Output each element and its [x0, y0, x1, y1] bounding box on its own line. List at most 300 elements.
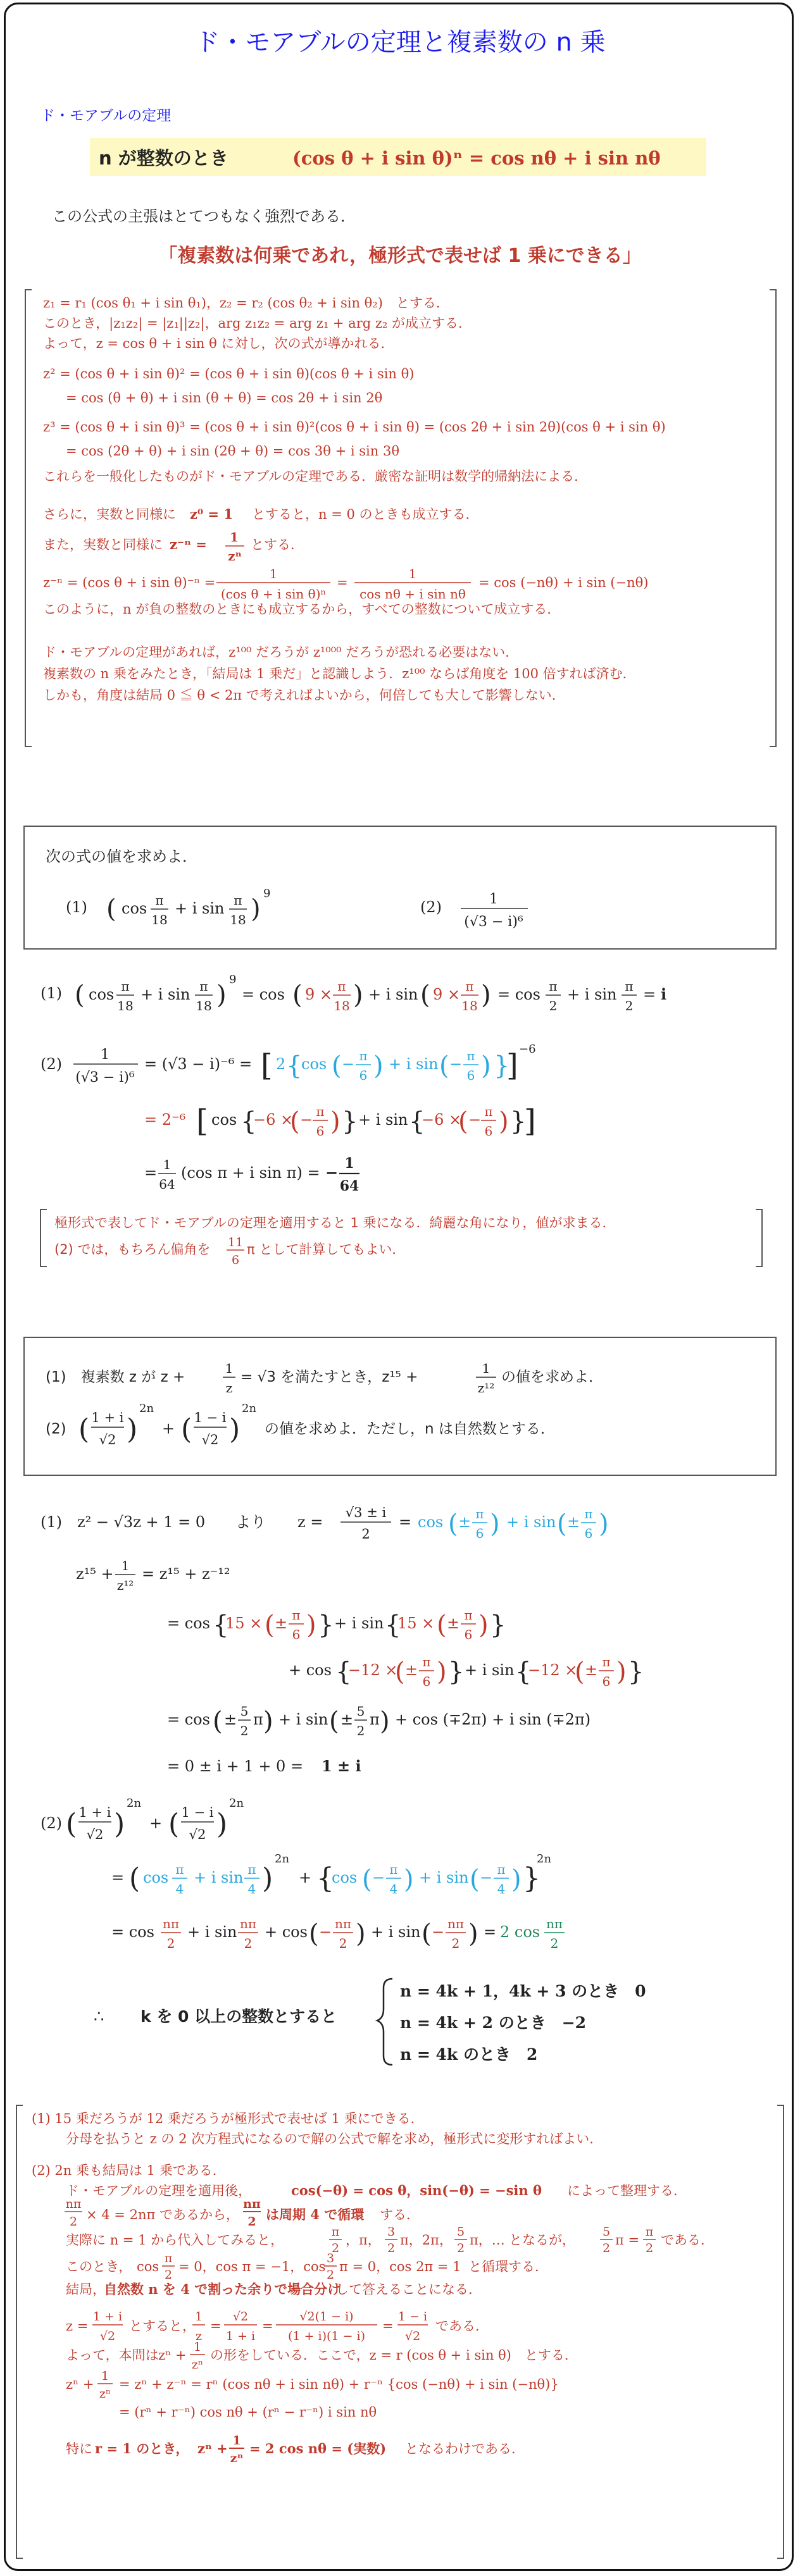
paren: (	[448, 1509, 458, 1539]
note2-line-6a: 実際に n = 1 から代入してみると，	[66, 2232, 284, 2248]
plus-isin: + i sin	[358, 1111, 408, 1129]
q2-part1-b: = √3 を満たすとき，z¹⁵ +	[241, 1369, 418, 1385]
paren: (	[329, 1707, 339, 1736]
brace: {	[385, 1611, 401, 1640]
minus: −	[342, 1055, 355, 1073]
frac-den: 1 + i	[225, 2329, 256, 2343]
minus6: −6 ×	[253, 1111, 294, 1129]
frac-den: 18	[230, 912, 246, 927]
paren: )	[511, 1865, 522, 1894]
case-2: n = 4k + 2 のとき −2	[400, 2014, 587, 2032]
frac-num: 1 − i	[397, 2310, 428, 2324]
paren: (	[168, 1808, 180, 1840]
exponent: 2n	[127, 1797, 142, 1810]
paren: )	[490, 1509, 500, 1539]
proof-bracket-left	[25, 290, 32, 746]
frac-num: 1 + i	[92, 2310, 123, 2324]
proof-bracket-right	[770, 290, 776, 746]
frac-num: π	[359, 1048, 368, 1063]
paren: )	[216, 1808, 228, 1840]
bracket: [	[196, 1103, 208, 1139]
frac-den: 6	[584, 1526, 593, 1541]
plus-isin: + i sin	[567, 986, 617, 1003]
frac-num: π	[316, 1104, 325, 1119]
pm: ±	[458, 1513, 472, 1531]
proof-line-7: = cos (2θ + θ) + i sin (2θ + θ) = cos 3θ + i sin 3θ	[66, 443, 399, 459]
paren: (	[292, 981, 303, 1010]
note1-bracket-left	[41, 1210, 47, 1266]
a1-line-3	[144, 1103, 536, 1139]
minus: −	[372, 1869, 385, 1886]
times-12: −12 ×	[528, 1661, 578, 1679]
paren: )	[478, 1611, 489, 1640]
paren: (	[575, 1657, 585, 1687]
a2-part2-line-2	[111, 1852, 551, 1897]
a2-final-1: = 0 ± i + 1 + 0 =	[167, 1757, 304, 1775]
frac-den: 18	[334, 998, 350, 1013]
note2-line-13d: となるわけである．	[405, 2441, 525, 2456]
z15: z¹⁵ +	[76, 1565, 114, 1583]
label: (2)	[46, 1421, 66, 1437]
frac-den: (√3 − i)⁶	[464, 914, 523, 930]
brace: }	[342, 1107, 358, 1136]
brace: {	[409, 1107, 425, 1136]
frac-den: √2	[99, 2329, 116, 2343]
frac-num: π	[389, 1862, 398, 1877]
plus-isin: + i sin	[465, 1661, 515, 1679]
eq: =	[382, 2319, 394, 2334]
a2-line-2	[76, 1558, 230, 1593]
nine-times: 9 ×	[433, 986, 461, 1003]
frac-num: 11	[227, 1235, 244, 1249]
frac-num: 1 − i	[181, 1805, 214, 1820]
paren: )	[481, 1051, 491, 1081]
q2-part1-a: (1) 複素数 z が z +	[46, 1369, 185, 1385]
eq: =	[210, 2319, 222, 2334]
bracket: ]	[524, 1103, 536, 1139]
nine-times: 9 ×	[305, 986, 333, 1003]
exponent: 2n	[229, 1797, 244, 1810]
note2-line-1: (1) 15 乗だろうが 12 乗だろうが極形式で表せば 1 乗にできる．	[32, 2111, 424, 2126]
frac-num: √3 ± i	[345, 1505, 387, 1520]
a2-answer-1: 1 ± i	[322, 1757, 361, 1775]
expr: (cos π + i sin π) =	[181, 1164, 320, 1182]
paren: (	[557, 1509, 567, 1539]
note2-line-2: 分母を払うと z の 2 次方程式になるので解の公式で解を求め，極形式に変形すればよい．	[66, 2131, 603, 2146]
eq: π =	[615, 2232, 640, 2248]
section-title: ド・モアブルの定理	[41, 108, 172, 124]
plus-isin: + i sin	[506, 1513, 556, 1531]
a2-part2-line-3	[111, 1916, 565, 1951]
cos: cos	[301, 1055, 327, 1073]
eq: =	[262, 2319, 273, 2334]
frac-num: π	[121, 979, 130, 994]
a2-line-5	[167, 1704, 591, 1738]
paren: (	[66, 1808, 77, 1840]
eq-cos: = cos	[111, 1923, 154, 1941]
cos: cos	[211, 1111, 237, 1129]
paren: )	[437, 1657, 447, 1687]
frac-den: 64	[339, 1178, 359, 1194]
frac-den: 2	[451, 1936, 460, 1951]
frac-num: nπ	[334, 1916, 352, 1931]
frac-num: 1	[269, 566, 278, 581]
brace: }	[318, 1611, 334, 1640]
minus: −	[468, 1111, 482, 1129]
bracket: [	[261, 1048, 273, 1083]
frac-den: √2	[404, 2329, 421, 2343]
brace: {	[316, 1862, 334, 1895]
minus6: −6 ×	[422, 1111, 462, 1129]
cos: cos	[137, 2259, 159, 2274]
frac-den: 6	[292, 1627, 301, 1642]
note2-line-8b: 自然数 n を 4 で割った余りで場合分け	[104, 2281, 341, 2297]
plus-isin: + i sin	[419, 1869, 469, 1886]
plus-isin: + i sin	[187, 1923, 237, 1941]
minus: −	[300, 1111, 313, 1129]
brace: }	[523, 1862, 541, 1895]
therefore-symbol: ∴	[94, 2007, 104, 2026]
a2-line-1	[41, 1505, 609, 1542]
zn-plus: zⁿ +	[66, 2377, 94, 2392]
paren: )	[499, 1107, 509, 1136]
note1-line-2b: π として計算してもよい．	[247, 1242, 406, 1257]
frac-num: π	[466, 1048, 475, 1063]
plus-isin: + i sin	[334, 1614, 384, 1632]
frac-num: 5	[356, 1704, 365, 1719]
pm: ±	[275, 1614, 288, 1632]
proof-line-5: = cos (θ + θ) + i sin (θ + θ) = cos 2θ + i sin 2θ	[66, 390, 383, 406]
frac-den: 2	[240, 1723, 249, 1738]
frac-den: 2	[69, 2215, 78, 2229]
paren: )	[468, 1919, 478, 1948]
paren: (	[362, 1865, 372, 1894]
paren: )	[114, 1808, 125, 1840]
sep: π，…	[470, 2232, 505, 2248]
expr: + cos (∓2π) + i sin (∓2π)	[395, 1711, 591, 1728]
frac-num: 3	[387, 2225, 396, 2239]
frac-den: 2	[625, 998, 634, 1013]
proof-line-1: z₁ = r₁ (cos θ₁ + i sin θ₁)，z₂ = r₂ (cos θ₂ + i sin θ₂) とする．	[43, 295, 449, 311]
frac-den: 18	[151, 912, 168, 927]
zn-plus: zⁿ +	[197, 2441, 228, 2456]
expr: = z¹⁵ + z⁻¹²	[142, 1565, 230, 1583]
frac-den: zⁿ	[230, 2451, 244, 2465]
frac-num: 1	[225, 1361, 234, 1376]
frac-den: 6	[422, 1674, 431, 1689]
frac-den: 4	[175, 1881, 184, 1897]
plus-isin: + i sin	[194, 1869, 244, 1886]
frac-num: 1 − i	[194, 1410, 227, 1425]
frac-den: z	[225, 1380, 233, 1396]
frac-num: π	[602, 1654, 611, 1669]
cos: cos	[143, 1869, 169, 1886]
eq-cos: = cos	[167, 1711, 210, 1728]
zn-plus: zⁿ +	[158, 2348, 187, 2363]
paren: (	[129, 1862, 141, 1895]
minus: −	[449, 1055, 463, 1073]
brace: }	[494, 1051, 510, 1081]
frac-num: 1	[101, 2369, 109, 2383]
frac-num: nπ	[162, 1916, 180, 1931]
pm: ±	[447, 1614, 460, 1632]
frac-num: 1	[101, 1047, 109, 1063]
paren: (	[78, 1413, 90, 1446]
q1-expr-1	[106, 887, 270, 927]
frac-num: π	[484, 1104, 493, 1119]
exponent: 2n	[537, 1852, 552, 1866]
exponent: 9	[229, 973, 237, 986]
paren: (	[420, 981, 430, 1010]
proof-line-13: このように，n が負の整数のときにも成立するから，すべての整数について成立する．	[43, 602, 561, 617]
frac-num: 1	[121, 1558, 130, 1573]
exponent: −6	[519, 1043, 536, 1056]
brace: {	[515, 1657, 532, 1687]
theorem-formula: (cos θ + i sin θ)ⁿ = cos nθ + i sin nθ	[292, 147, 661, 169]
frac-den: 2	[339, 1936, 347, 1951]
frac-num: 5	[456, 2225, 465, 2239]
note2-bracket-left	[16, 2105, 23, 2558]
frac-num: π	[175, 1862, 184, 1877]
frac-den: 18	[196, 998, 212, 1013]
note1-line-2a: (2) では，もちろん偏角を	[54, 1242, 211, 1257]
note2-line-6c: である．	[661, 2232, 714, 2248]
a1-num-2: (2)	[41, 1055, 62, 1073]
pm: ±	[567, 1513, 580, 1531]
note2-line-10b: の形をしている．ここで，z = r (cos θ + i sin θ) とする．	[210, 2348, 578, 2363]
frac-den: 6	[316, 1124, 325, 1139]
times15: 15 ×	[397, 1614, 435, 1632]
proof-line-10a: また，実数と同様に	[43, 537, 163, 552]
paren: )	[481, 981, 491, 1010]
plus: +	[299, 1869, 312, 1886]
pi: π	[253, 1711, 263, 1728]
note2-line-5c: する．	[380, 2207, 420, 2222]
frac-num: √2	[232, 2310, 249, 2324]
frac-num: 1	[482, 1361, 491, 1376]
z-def: z =	[66, 2319, 89, 2334]
proof-line-3: よって，z = cos θ + i sin θ に対し，次の式が導かれる．	[43, 336, 394, 351]
proof-bold-z0: z⁰ = 1	[190, 506, 233, 522]
frac-den: 2	[387, 2241, 396, 2255]
note2-line-5a: × 4 = 2nπ であるから，	[86, 2207, 239, 2222]
plus: +	[149, 1814, 163, 1832]
frac-den: z¹²	[116, 1578, 134, 1593]
q1-expr-2	[461, 891, 528, 930]
question1-box	[24, 826, 776, 949]
claim-red: 「複素数は何乗であれ，極形式で表せば 1 乗にできる」	[158, 245, 642, 267]
paren: (	[458, 1107, 468, 1136]
label: (2)	[41, 1814, 62, 1832]
frac-num: 1 + i	[78, 1805, 111, 1820]
frac-num: π	[625, 979, 634, 994]
frac-den: 2	[247, 2215, 256, 2229]
eq: =	[484, 1923, 497, 1941]
frac-den: 2	[166, 1936, 175, 1951]
a1-line-1	[75, 973, 666, 1013]
note2-line-4b: cos(−θ) = cos θ，sin(−θ) = −sin θ	[291, 2183, 542, 2198]
proof-line-4: z² = (cos θ + i sin θ)² = (cos θ + i sin θ)(cos θ + i sin θ)	[43, 366, 415, 381]
cases-brace	[377, 1979, 392, 2065]
brace: {	[335, 1657, 352, 1687]
cos: cos	[89, 986, 115, 1003]
plus-isin: + i sin	[389, 1055, 439, 1073]
frac-den: √2	[86, 1827, 104, 1842]
frac-num: π	[645, 2225, 654, 2239]
paren: )	[356, 1919, 366, 1948]
note1-line-1: 極形式で表してド・モアブルの定理を適用すると 1 乗になる．綺麗な角になり，値が求まる．	[54, 1215, 616, 1230]
note2-line-9: である．	[435, 2319, 489, 2334]
proof-line-9a: さらに，実数と同様に	[43, 507, 176, 522]
a2-part2-line-1	[41, 1797, 244, 1842]
frac-den: z	[195, 2329, 203, 2343]
frac-num: π	[155, 893, 164, 908]
plus-isin: + i sin	[278, 1711, 328, 1728]
frac-num: 3	[326, 2251, 335, 2265]
minus: −	[319, 1923, 332, 1941]
frac-den: 2	[164, 2268, 173, 2282]
a1-line-4	[144, 1155, 359, 1194]
note2-line-13b: r = 1 のとき，	[95, 2441, 189, 2456]
sep: ，π，	[346, 2232, 381, 2248]
frac-den: (1 + i)(1 − i)	[288, 2329, 365, 2343]
two: 2	[276, 1055, 286, 1073]
frac-num: π	[549, 979, 558, 994]
frac-num: 1	[408, 566, 417, 581]
brace: {	[241, 1107, 257, 1136]
frac-den: cos nθ + i sin nθ	[359, 586, 466, 602]
note2-line-7b: と循環する．	[468, 2259, 548, 2274]
frac-num: 1	[194, 2310, 203, 2324]
frac-num: 5	[602, 2225, 611, 2239]
bracket: ]	[506, 1048, 518, 1083]
paren: (	[181, 1413, 192, 1446]
frac-den: 6	[359, 1068, 368, 1083]
note2-line-13a: 特に	[66, 2441, 92, 2456]
proof-frac-den: zⁿ	[228, 548, 242, 564]
minus: −	[432, 1923, 445, 1941]
note2-line-13c: = 2 cos nθ = (実数)	[249, 2441, 387, 2456]
a1-line-2	[73, 1043, 536, 1086]
frac-den: z¹²	[477, 1380, 495, 1396]
paren: )	[127, 1413, 138, 1446]
frac-num: π	[465, 979, 474, 994]
proof-line-6: z³ = (cos θ + i sin θ)³ = (cos θ + i sin θ)²(cos θ + i sin θ) = (cos 2θ + i sin 2θ)(cos θ + i sin θ)	[43, 419, 666, 435]
frac-num: π	[464, 1607, 473, 1623]
a1-answer-1: i	[661, 985, 667, 1003]
q2-part1-c: の値を求めよ．	[501, 1369, 603, 1385]
frac-den: 6	[466, 1068, 475, 1083]
frac-den: 2	[356, 1723, 365, 1738]
frac-den: 4	[247, 1881, 256, 1897]
frac-den: 6	[475, 1526, 484, 1541]
frac-num: √2(1 − i)	[299, 2310, 354, 2324]
paren: (	[106, 895, 116, 924]
paren: (	[75, 981, 85, 1010]
frac-den: 2	[602, 2241, 611, 2255]
cos: cos	[122, 900, 147, 917]
proof-line-16: しかも，角度は結局 0 ≦ θ < 2π で考えればよいから，何倍しても大して影響しない．	[43, 688, 565, 703]
frac-num: π	[497, 1862, 506, 1877]
brace: {	[213, 1611, 229, 1640]
note2-line-6b: となるが，	[509, 2232, 575, 2248]
brace: }	[628, 1657, 644, 1687]
paren: (	[437, 1611, 447, 1640]
a2-eq1: (1) z² − √3z + 1 = 0 より	[41, 1513, 266, 1531]
proof-line-9b: とすると，n = 0 のときも成立する．	[252, 507, 479, 522]
frac-num: π	[247, 1862, 256, 1877]
eq-expr: = (√3 − i)⁻⁶ =	[144, 1055, 253, 1073]
sep: π，2π，	[400, 2232, 453, 2248]
proof-frac-num: 1	[230, 529, 239, 545]
frac-num: 1 + i	[91, 1410, 124, 1425]
frac-num: π	[422, 1654, 431, 1669]
plus-cos: + cos	[265, 1923, 308, 1941]
question2-box	[24, 1337, 776, 1475]
paren: (	[422, 1919, 432, 1948]
frac-den: 6	[602, 1674, 611, 1689]
eq-cos: = cos	[497, 986, 541, 1003]
frac-den: 18	[117, 998, 134, 1013]
frac-den: 2	[550, 1936, 559, 1951]
paren: )	[404, 1865, 414, 1894]
frac-num: nπ	[546, 1916, 563, 1931]
frac-den: 18	[461, 998, 478, 1013]
plus: +	[162, 1420, 175, 1437]
frac-den: √2	[201, 1432, 219, 1447]
minus: −	[325, 1163, 339, 1182]
exponent: 2n	[242, 1402, 257, 1415]
z-eq: z =	[297, 1513, 323, 1531]
two-pow: = 2⁻⁶	[144, 1111, 186, 1129]
brace: }	[490, 1611, 506, 1640]
case-3: n = 4k のとき 2	[400, 2045, 538, 2064]
eq-cos: = cos	[242, 986, 285, 1003]
frac-den: 2	[244, 1936, 253, 1951]
q2-part2-text: の値を求めよ．ただし，n は自然数とする．	[265, 1421, 555, 1437]
frac-den: 2	[361, 1526, 370, 1542]
eq: =	[399, 1513, 412, 1531]
frac-den: √2	[189, 1827, 206, 1842]
exponent: 2n	[139, 1402, 154, 1415]
paren: )	[380, 1707, 390, 1736]
proof-line-8: これらを一般化したものがド・モアブルの定理である．厳密な証明は数学的帰納法による．	[43, 469, 588, 484]
frac-den: 6	[464, 1627, 473, 1642]
frac-num: π	[292, 1607, 301, 1623]
paren: (	[265, 1611, 275, 1640]
pm: ±	[405, 1661, 418, 1679]
proof-zneg-result: = cos (−nθ) + i sin (−nθ)	[478, 575, 649, 590]
frac-den: 6	[231, 1253, 240, 1267]
pi: π	[370, 1711, 380, 1728]
frac-num: 1	[344, 1155, 354, 1172]
frac-num: 1	[489, 891, 498, 907]
pm: ±	[585, 1661, 598, 1679]
claim-text: この公式の主張はとてつもなく強烈である．	[52, 207, 356, 225]
frac-den: 4	[389, 1881, 398, 1897]
eq: =	[111, 1869, 125, 1886]
two-cos: 2 cos	[500, 1923, 541, 1941]
proof-zneg-eq: z⁻ⁿ = (cos θ + i sin θ)⁻ⁿ =	[43, 575, 216, 590]
paren: (	[213, 1707, 223, 1736]
paren: )	[330, 1107, 341, 1136]
frac-num: nπ	[447, 1916, 465, 1931]
proof-bold-zn: z⁻ⁿ =	[170, 536, 207, 552]
frac-den: √2	[99, 1432, 116, 1447]
frac-num: π	[331, 2225, 340, 2239]
a2-line-3	[167, 1607, 506, 1642]
frac-num: π	[164, 2251, 173, 2265]
